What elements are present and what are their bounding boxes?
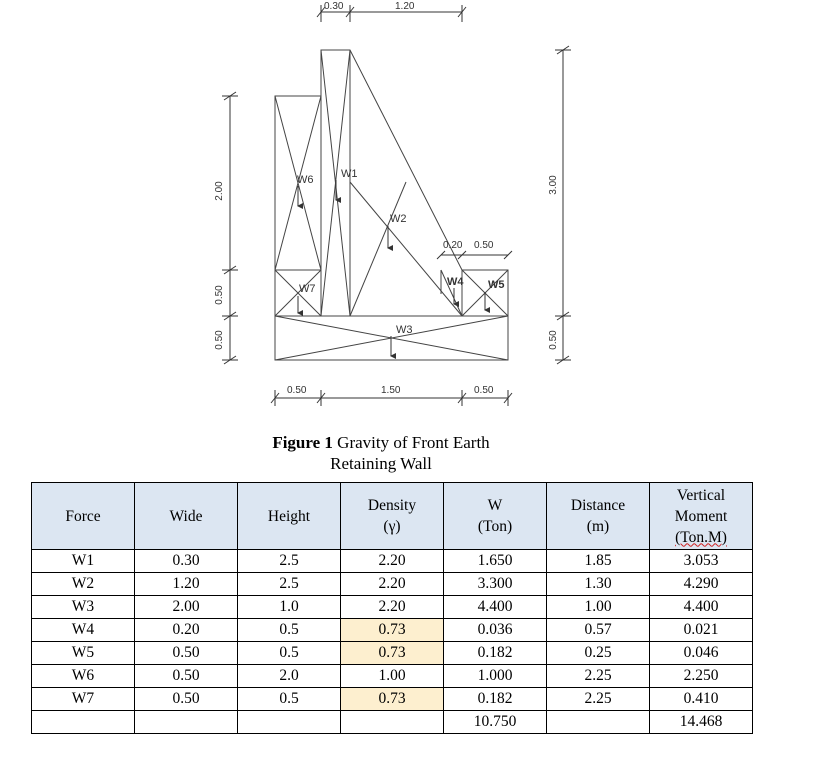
header-moment: Vertical Moment (Ton.M) bbox=[650, 483, 753, 550]
cell-distance: 1.30 bbox=[547, 573, 650, 596]
cell-moment: 3.053 bbox=[650, 550, 753, 573]
cell-w: 1.000 bbox=[444, 665, 547, 688]
header-w: W (Ton) bbox=[444, 483, 547, 550]
cell-w: 3.300 bbox=[444, 573, 547, 596]
dim-mid-right: 0.50 bbox=[474, 240, 494, 251]
table-total-row bbox=[32, 711, 753, 734]
dim-right-upper: 3.00 bbox=[548, 175, 559, 195]
header-force: Force bbox=[32, 483, 135, 550]
cell-force: W7 bbox=[32, 688, 135, 711]
weight-moment-table bbox=[31, 482, 753, 734]
label-w4: W4 bbox=[447, 276, 464, 288]
cell-height: 2.5 bbox=[238, 550, 341, 573]
cell-distance: 0.57 bbox=[547, 619, 650, 642]
cell-density: 2.20 bbox=[341, 550, 444, 573]
cell-force: W3 bbox=[32, 596, 135, 619]
cell-empty bbox=[341, 711, 444, 734]
dim-right-lower: 0.50 bbox=[548, 330, 559, 350]
cell-wide: 0.50 bbox=[135, 642, 238, 665]
cell-w: 0.182 bbox=[444, 642, 547, 665]
cell-distance: 2.25 bbox=[547, 688, 650, 711]
header-density: Density (γ) bbox=[341, 483, 444, 550]
wall-outline bbox=[275, 50, 508, 360]
cell-wide: 0.30 bbox=[135, 550, 238, 573]
dim-left-middle: 0.50 bbox=[214, 285, 225, 305]
cell-empty bbox=[32, 711, 135, 734]
cell-w: 4.400 bbox=[444, 596, 547, 619]
total-moment: 14.468 bbox=[650, 711, 753, 734]
caption-line2: Retaining Wall bbox=[330, 454, 432, 473]
table-row bbox=[32, 573, 753, 596]
cell-moment: 0.021 bbox=[650, 619, 753, 642]
cell-empty bbox=[135, 711, 238, 734]
cell-force: W5 bbox=[32, 642, 135, 665]
cell-height: 2.0 bbox=[238, 665, 341, 688]
cell-force: W6 bbox=[32, 665, 135, 688]
cell-w: 0.182 bbox=[444, 688, 547, 711]
cell-height: 0.5 bbox=[238, 688, 341, 711]
header-distance: Distance (m) bbox=[547, 483, 650, 550]
dim-bottom-left: 0.50 bbox=[287, 385, 307, 396]
cell-density-highlighted: 0.73 bbox=[341, 642, 444, 665]
cell-distance: 1.85 bbox=[547, 550, 650, 573]
cell-w: 1.650 bbox=[444, 550, 547, 573]
dim-left-lower: 0.50 bbox=[214, 330, 225, 350]
table-row bbox=[32, 642, 753, 665]
figure-caption bbox=[250, 432, 512, 474]
table-row bbox=[32, 619, 753, 642]
header-height: Height bbox=[238, 483, 341, 550]
figure-label: Figure 1 bbox=[272, 433, 333, 452]
cell-height: 2.5 bbox=[238, 573, 341, 596]
table-header-row bbox=[32, 483, 753, 550]
label-w1: W1 bbox=[341, 168, 358, 180]
table-row bbox=[32, 665, 753, 688]
table-row bbox=[32, 550, 753, 573]
cell-distance: 1.00 bbox=[547, 596, 650, 619]
cell-wide: 1.20 bbox=[135, 573, 238, 596]
table-row bbox=[32, 688, 753, 711]
total-w: 10.750 bbox=[444, 711, 547, 734]
cell-distance: 2.25 bbox=[547, 665, 650, 688]
cell-force: W1 bbox=[32, 550, 135, 573]
cell-wide: 0.20 bbox=[135, 619, 238, 642]
cell-density: 2.20 bbox=[341, 596, 444, 619]
label-w2: W2 bbox=[390, 213, 407, 225]
cell-empty bbox=[238, 711, 341, 734]
cell-moment: 2.250 bbox=[650, 665, 753, 688]
label-w5: W5 bbox=[488, 279, 505, 291]
cell-empty bbox=[547, 711, 650, 734]
cell-force: W2 bbox=[32, 573, 135, 596]
cell-moment: 4.400 bbox=[650, 596, 753, 619]
dim-mid-left: 0.20 bbox=[443, 240, 463, 251]
cell-force: W4 bbox=[32, 619, 135, 642]
dim-bottom-right: 0.50 bbox=[474, 385, 494, 396]
cell-moment: 0.046 bbox=[650, 642, 753, 665]
header-wide: Wide bbox=[135, 483, 238, 550]
cell-wide: 0.50 bbox=[135, 665, 238, 688]
cell-height: 0.5 bbox=[238, 619, 341, 642]
cell-density-highlighted: 0.73 bbox=[341, 619, 444, 642]
table-row bbox=[32, 596, 753, 619]
dim-top-left: 0.30 bbox=[324, 1, 344, 12]
cell-moment: 0.410 bbox=[650, 688, 753, 711]
label-w6: W6 bbox=[297, 174, 314, 186]
dim-left-upper: 2.00 bbox=[214, 181, 225, 201]
cell-distance: 0.25 bbox=[547, 642, 650, 665]
dim-bottom-middle: 1.50 bbox=[381, 385, 401, 396]
cell-w: 0.036 bbox=[444, 619, 547, 642]
cell-wide: 0.50 bbox=[135, 688, 238, 711]
dim-top-right: 1.20 bbox=[395, 1, 415, 12]
label-w7: W7 bbox=[299, 283, 316, 295]
cell-wide: 2.00 bbox=[135, 596, 238, 619]
cell-density: 2.20 bbox=[341, 573, 444, 596]
cell-height: 0.5 bbox=[238, 642, 341, 665]
cell-density: 1.00 bbox=[341, 665, 444, 688]
cell-height: 1.0 bbox=[238, 596, 341, 619]
label-w3: W3 bbox=[396, 324, 413, 336]
cell-moment: 4.290 bbox=[650, 573, 753, 596]
cell-density-highlighted: 0.73 bbox=[341, 688, 444, 711]
caption-line1: Gravity of Front Earth bbox=[337, 433, 490, 452]
